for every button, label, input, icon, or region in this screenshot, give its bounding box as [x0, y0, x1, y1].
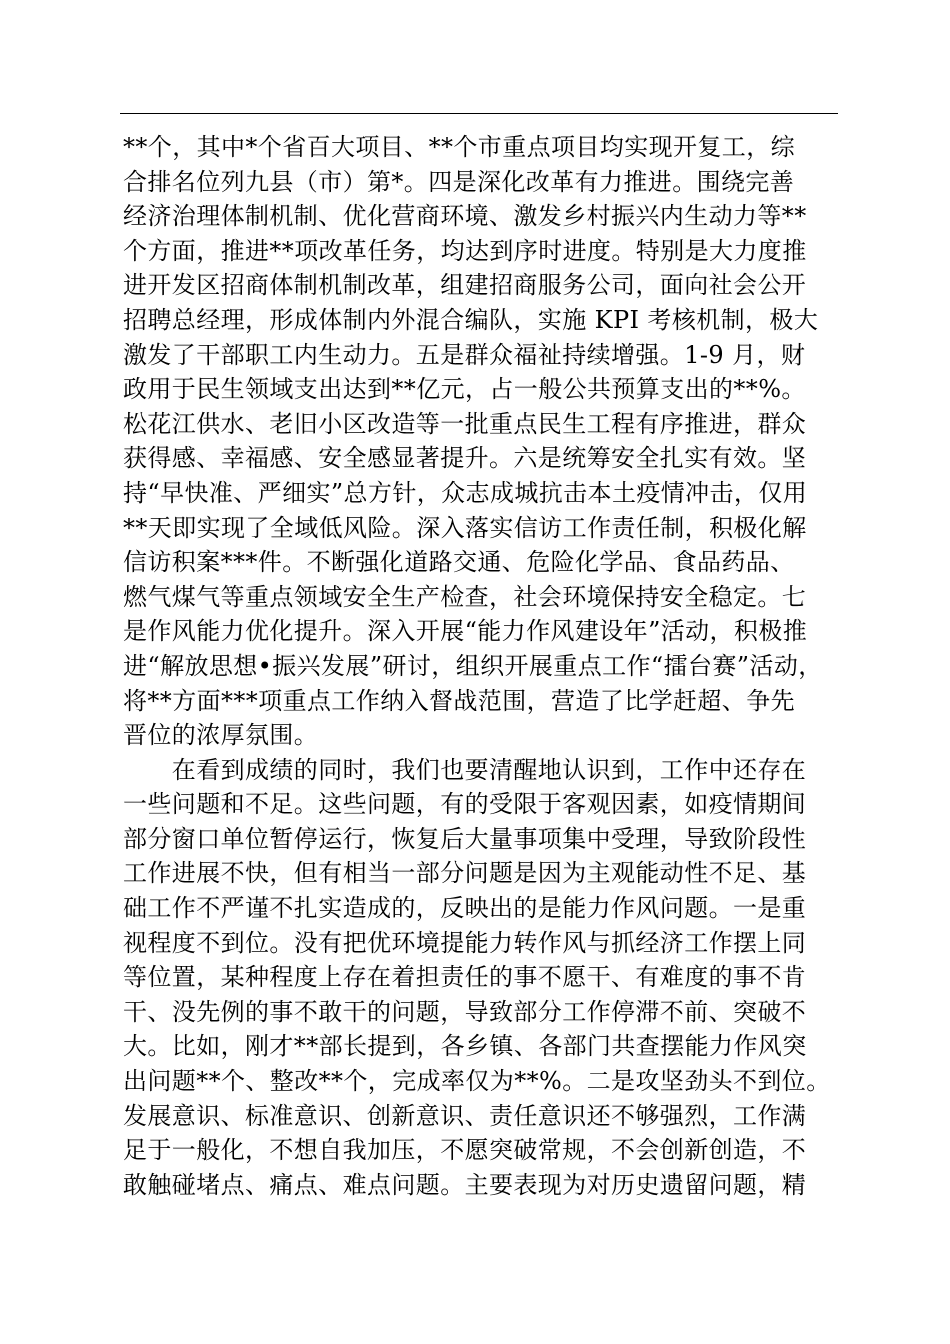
- text-line: 足于一般化，不想自我加压，不愿突破常规，不会创新创造，不: [123, 1136, 807, 1165]
- text-line: 激发了干部职工内生动力。五是群众福祉持续增强。1-9 月，财: [123, 340, 806, 369]
- text-line: 燃气煤气等重点领域安全生产检查，社会环境保持安全稳定。七: [123, 582, 807, 611]
- text-line: 敢触碰堵点、痛点、难点问题。主要表现为对历史遗留问题，精: [123, 1170, 807, 1199]
- text-line: 获得感、幸福感、安全感显著提升。六是统筹安全扎实有效。坚: [123, 444, 807, 473]
- text-line: 部分窗口单位暂停运行，恢复后大量事项集中受理，导致阶段性: [123, 824, 807, 853]
- text-line: 持“早快准、严细实”总方针，众志成城抗击本土疫情冲击，仅用: [123, 478, 808, 507]
- text-line: 进开发区招商体制机制改革，组建招商服务公司，面向社会公开: [123, 271, 807, 300]
- paragraph-problems: [123, 753, 838, 1203]
- text-line: 政用于民生领域支出达到**亿元，占一般公共预算支出的**%。: [123, 375, 806, 404]
- text-line: 一些问题和不足。这些问题，有的受限于客观因素，如疫情期间: [123, 790, 807, 819]
- text-line: **天即实现了全域低风险。深入落实信访工作责任制，积极化解: [123, 513, 807, 542]
- text-line: 松花江供水、老旧小区改造等一批重点民生工程有序推进，群众: [123, 409, 807, 438]
- text-line: 干、没先例的事不敢干的问题，导致部分工作停滞不前、突破不: [123, 997, 807, 1026]
- text-line: 进“解放思想•振兴发展”研讨，组织开展重点工作“擂台赛”活动，: [123, 651, 823, 680]
- text-line: 个方面，推进**项改革任务，均达到序时进度。特别是大力度推: [123, 236, 807, 265]
- text-line: 等位置，某种程度上存在着担责任的事不愿干、有难度的事不肯: [123, 963, 807, 992]
- text-line: 发展意识、标准意识、创新意识、责任意识还不够强烈，工作满: [123, 1101, 807, 1130]
- text-line: 工作进展不快，但有相当一部分问题是因为主观能动性不足、基: [123, 859, 807, 888]
- text-line: **个，其中*个省百大项目、**个市重点项目均实现开复工，综: [123, 133, 795, 161]
- paragraph-achievements: [123, 130, 838, 753]
- text-line: 础工作不严谨不扎实造成的，反映出的是能力作风问题。一是重: [123, 894, 807, 923]
- text-line: 信访积案***件。不断强化道路交通、危险化学品、食品药品、: [123, 548, 795, 577]
- text-line: 将**方面***项重点工作纳入督战范围，营造了比学赶超、争先: [123, 686, 795, 715]
- text-line: 经济治理体制机制、优化营商环境、激发乡村振兴内生动力等**: [123, 202, 807, 231]
- text-line: 是作风能力优化提升。深入开展“能力作风建设年”活动，积极推: [123, 617, 808, 646]
- document-body: [123, 130, 838, 1202]
- text-line: 视程度不到位。没有把优环境提能力转作风与抓经济工作摆上同: [123, 928, 807, 957]
- text-line: 大。比如，刚才**部长提到，各乡镇、各部门共查摆能力作风突: [123, 1032, 807, 1061]
- text-line: 晋位的浓厚氛围。: [123, 721, 319, 750]
- header-rule: [120, 113, 838, 114]
- text-line: 招聘总经理，形成体制内外混合编队，实施 KPI 考核机制，极大: [123, 305, 819, 334]
- text-line: 合排名位列九县（市）第*。四是深化改革有力推进。围绕完善: [123, 167, 795, 196]
- text-line: 在看到成绩的同时，我们也要清醒地认识到，工作中还存在: [123, 755, 807, 784]
- text-line: 出问题**个、整改**个，完成率仅为**%。二是攻坚劲头不到位。: [123, 1067, 831, 1096]
